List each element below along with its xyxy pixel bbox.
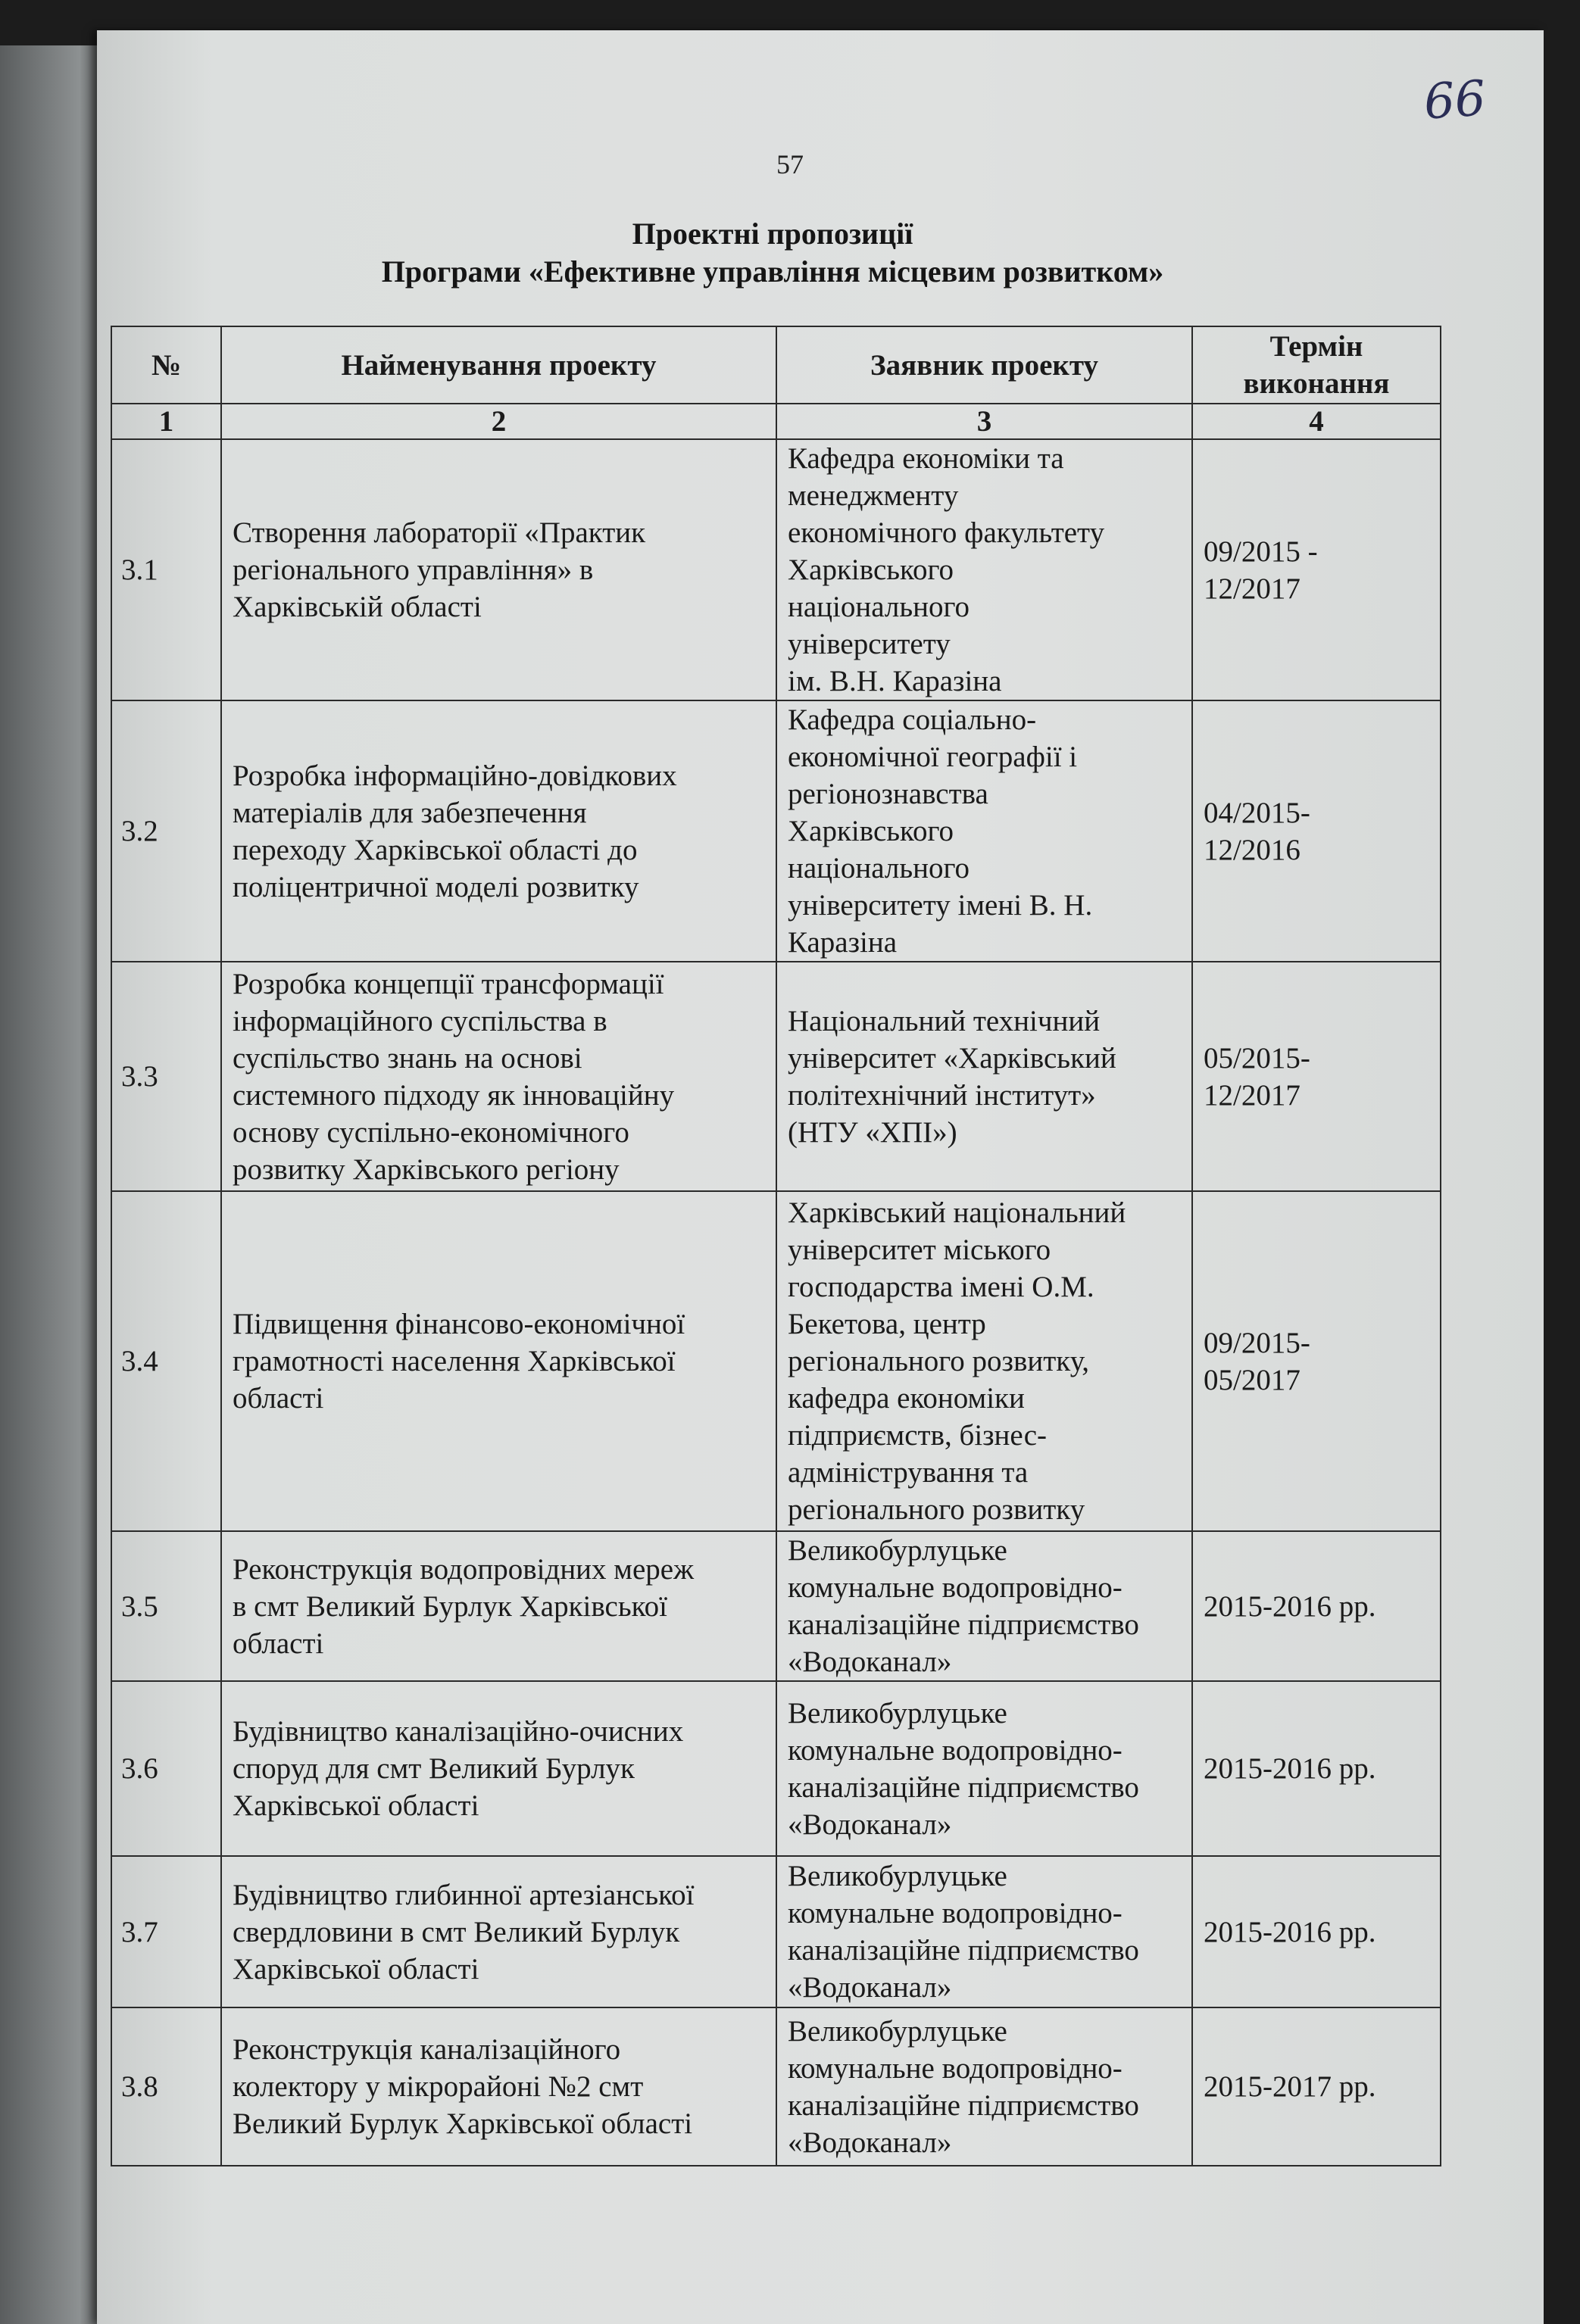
column-number: 3: [776, 404, 1192, 439]
project-name: Розробка інформаційно-довідкових матеріалів для забезпечення переходу Харківської області до поліцентричної моделі розвитку: [221, 700, 776, 962]
row-number: 3.6: [111, 1681, 221, 1856]
table-row: [111, 1856, 1441, 2007]
project-term: 2015-2016 рр.: [1192, 1681, 1441, 1856]
row-number: 3.7: [111, 1856, 221, 2007]
project-applicant: Харківський національний університет міського господарства імені О.М. Бекетова, центр регіонального розвитку, кафедра економіки підприємств, бізнес- адміністрування та регіонального розвитку: [776, 1191, 1192, 1531]
table-row: [111, 1531, 1441, 1681]
project-term: 09/2015- 05/2017: [1192, 1191, 1441, 1531]
project-applicant: Кафедра економіки та менеджменту економічного факультету Харківського національного університету ім. В.Н. Каразіна: [776, 439, 1192, 700]
project-name: Реконструкція водопровідних мереж в смт Великий Бурлук Харківської області: [221, 1531, 776, 1681]
table-row: [111, 962, 1441, 1191]
column-number: 2: [221, 404, 776, 439]
project-applicant: Великобурлуцьке комунальне водопровідно- каналізаційне підприємство «Водоканал»: [776, 1681, 1192, 1856]
project-name: Створення лабораторії «Практик регіонального управління» в Харківській області: [221, 439, 776, 700]
header-row: [111, 326, 1441, 404]
project-applicant: Кафедра соціально- економічної географії і регіонознавства Харківського національного університету імені В. Н. Каразіна: [776, 700, 1192, 962]
project-name: Будівництво глибинної артезіанської свердловини в смт Великий Бурлук Харківської області: [221, 1856, 776, 2007]
row-number: 3.8: [111, 2007, 221, 2166]
row-number: 3.5: [111, 1531, 221, 1681]
row-number: 3.2: [111, 700, 221, 962]
header-project-name: Найменування проекту: [221, 326, 776, 404]
handwritten-page-number: 66: [1422, 70, 1488, 131]
column-number: 4: [1192, 404, 1441, 439]
table-row: [111, 2007, 1441, 2166]
project-term: 09/2015 - 12/2017: [1192, 439, 1441, 700]
project-name: Розробка концепції трансформації інформаційного суспільства в суспільство знань на основі системного підходу як інноваційну основу суспільно-економічного розвитку Харківського регіону: [221, 962, 776, 1191]
project-name: Будівництво каналізаційно-очисних споруд для смт Великий Бурлук Харківської області: [221, 1681, 776, 1856]
table-row: [111, 439, 1441, 700]
header-number: №: [111, 326, 221, 404]
projects-table: [111, 326, 1441, 2166]
row-number: 3.1: [111, 439, 221, 700]
document-title-line-2: Програми «Ефективне управління місцевим розвитком»: [381, 254, 1164, 289]
table-row: [111, 1191, 1441, 1531]
project-name: Реконструкція каналізаційного колектору у мікрорайоні №2 смт Великий Бурлук Харківської області: [221, 2007, 776, 2166]
row-number: 3.3: [111, 962, 221, 1191]
page-number: 57: [776, 149, 804, 179]
project-applicant: Великобурлуцьке комунальне водопровідно- каналізаційне підприємство «Водоканал»: [776, 2007, 1192, 2166]
project-term: 04/2015- 12/2016: [1192, 700, 1441, 962]
header-applicant: Заявник проекту: [776, 326, 1192, 404]
table-row: [111, 700, 1441, 962]
project-term: 2015-2016 рр.: [1192, 1531, 1441, 1681]
column-number-row: [111, 404, 1441, 439]
project-name: Підвищення фінансово-економічної грамотності населення Харківської області: [221, 1191, 776, 1531]
project-applicant: Національний технічний університет «Харківський політехнічний інститут» (НТУ «ХПІ»): [776, 962, 1192, 1191]
column-number: 1: [111, 404, 221, 439]
project-term: 2015-2016 рр.: [1192, 1856, 1441, 2007]
project-term: 05/2015- 12/2017: [1192, 962, 1441, 1191]
project-applicant: Великобурлуцьке комунальне водопровідно- каналізаційне підприємство «Водоканал»: [776, 1856, 1192, 2007]
table-row: [111, 1681, 1441, 1856]
header-term: Термін виконання: [1192, 326, 1441, 404]
row-number: 3.4: [111, 1191, 221, 1531]
document-title-line-1: Проектні пропозиції: [632, 217, 913, 251]
project-term: 2015-2017 рр.: [1192, 2007, 1441, 2166]
project-applicant: Великобурлуцьке комунальне водопровідно- каналізаційне підприємство «Водоканал»: [776, 1531, 1192, 1681]
